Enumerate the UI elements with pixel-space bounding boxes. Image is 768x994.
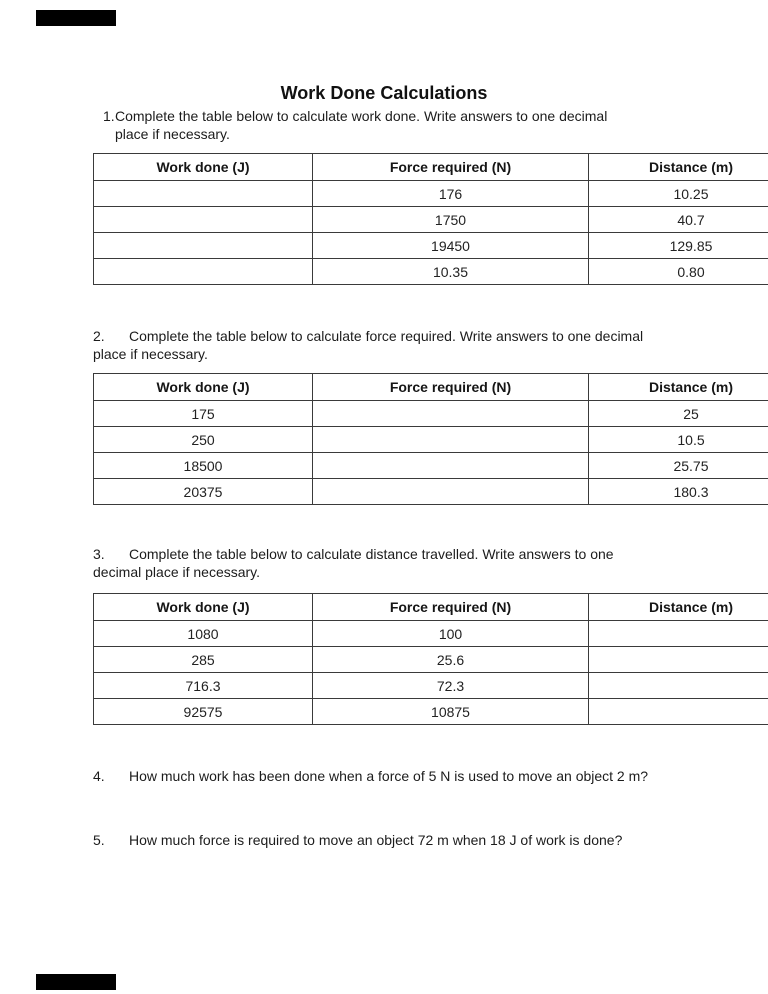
work-done-table-1 — [93, 153, 768, 285]
table-cell: 25.75 — [589, 453, 768, 479]
question-5-number: 5. — [93, 832, 105, 848]
table-cell: 0.80 — [589, 259, 768, 285]
table-row — [94, 401, 768, 427]
question-2-line-2: place if necessary. — [93, 346, 208, 362]
table-cell: 25.6 — [313, 647, 589, 673]
table-cell: 19450 — [313, 233, 589, 259]
table-row — [94, 621, 768, 647]
question-2-text: Complete the table below to calculate force required. Write answers to one decimal — [129, 328, 644, 344]
question-3-line-2: decimal place if necessary. — [93, 564, 261, 580]
table-cell: 176 — [313, 181, 589, 207]
table-cell: 180.3 — [589, 479, 768, 505]
table-row — [94, 647, 768, 673]
table-cell — [589, 699, 768, 725]
table-1-header-distance: Distance (m) — [589, 154, 768, 181]
table-1-header-force: Force required (N) — [313, 154, 589, 181]
table-cell: 716.3 — [94, 673, 313, 699]
table-cell: 1750 — [313, 207, 589, 233]
table-cell: 18500 — [94, 453, 313, 479]
table-row — [94, 233, 768, 259]
table-cell: 285 — [94, 647, 313, 673]
question-4-text: How much work has been done when a force of 5 N is used to move an object 2 m? — [129, 768, 649, 784]
question-4-number: 4. — [93, 768, 105, 784]
question-3-number: 3. — [93, 546, 105, 562]
table-2-header-force: Force required (N) — [313, 374, 589, 401]
table-cell: 129.85 — [589, 233, 768, 259]
question-5 — [93, 831, 622, 849]
redaction-bar-top — [36, 10, 116, 26]
question-5-text: How much force is required to move an object 72 m when 18 J of work is done? — [129, 832, 623, 848]
question-3 — [93, 545, 614, 581]
table-cell: 10.5 — [589, 427, 768, 453]
question-1-number: 1. — [103, 108, 115, 124]
table-row — [94, 181, 768, 207]
table-cell: 1080 — [94, 621, 313, 647]
table-cell — [94, 207, 313, 233]
question-1-line-2: place if necessary. — [115, 126, 230, 142]
table-row — [94, 427, 768, 453]
table-cell — [589, 621, 768, 647]
question-4-line-1 — [93, 767, 648, 785]
question-1 — [103, 107, 607, 143]
work-done-table-3 — [93, 593, 768, 725]
table-2-header-work-done: Work done (J) — [94, 374, 313, 401]
table-cell — [313, 401, 589, 427]
table-row — [94, 259, 768, 285]
question-1-text: Complete the table below to calculate work done. Write answers to one decimal — [115, 108, 608, 124]
table-cell — [313, 427, 589, 453]
table-row — [94, 699, 768, 725]
redaction-bar-bottom — [36, 974, 116, 990]
table-1-header-work-done: Work done (J) — [94, 154, 313, 181]
table-cell: 40.7 — [589, 207, 768, 233]
table-row — [94, 453, 768, 479]
table-cell — [589, 673, 768, 699]
table-3-header-force: Force required (N) — [313, 594, 589, 621]
table-cell — [313, 453, 589, 479]
table-row — [94, 479, 768, 505]
table-1-header-row — [94, 154, 768, 181]
table-cell: 250 — [94, 427, 313, 453]
page-title: Work Done Calculations — [280, 83, 488, 103]
table-cell: 10.25 — [589, 181, 768, 207]
table-3-header-work-done: Work done (J) — [94, 594, 313, 621]
table-cell: 25 — [589, 401, 768, 427]
question-2 — [93, 327, 643, 363]
table-cell: 20375 — [94, 479, 313, 505]
question-4 — [93, 767, 648, 785]
table-cell — [589, 647, 768, 673]
question-2-number: 2. — [93, 328, 105, 344]
table-cell: 10.35 — [313, 259, 589, 285]
table-row — [94, 673, 768, 699]
table-cell — [94, 233, 313, 259]
table-cell — [94, 181, 313, 207]
table-cell: 72.3 — [313, 673, 589, 699]
work-done-table-2 — [93, 373, 768, 505]
table-cell: 100 — [313, 621, 589, 647]
question-2-line-1 — [93, 327, 643, 345]
table-2-header-row — [94, 374, 768, 401]
question-1-line-1 — [103, 107, 607, 125]
question-3-text: Complete the table below to calculate distance travelled. Write answers to one — [129, 546, 614, 562]
table-row — [94, 207, 768, 233]
table-cell: 175 — [94, 401, 313, 427]
table-cell: 92575 — [94, 699, 313, 725]
question-5-line-1 — [93, 831, 622, 849]
table-2-header-distance: Distance (m) — [589, 374, 768, 401]
table-cell: 10875 — [313, 699, 589, 725]
table-cell — [94, 259, 313, 285]
table-3-header-distance: Distance (m) — [589, 594, 768, 621]
question-3-line-1 — [93, 545, 614, 563]
table-3-header-row — [94, 594, 768, 621]
table-cell — [313, 479, 589, 505]
